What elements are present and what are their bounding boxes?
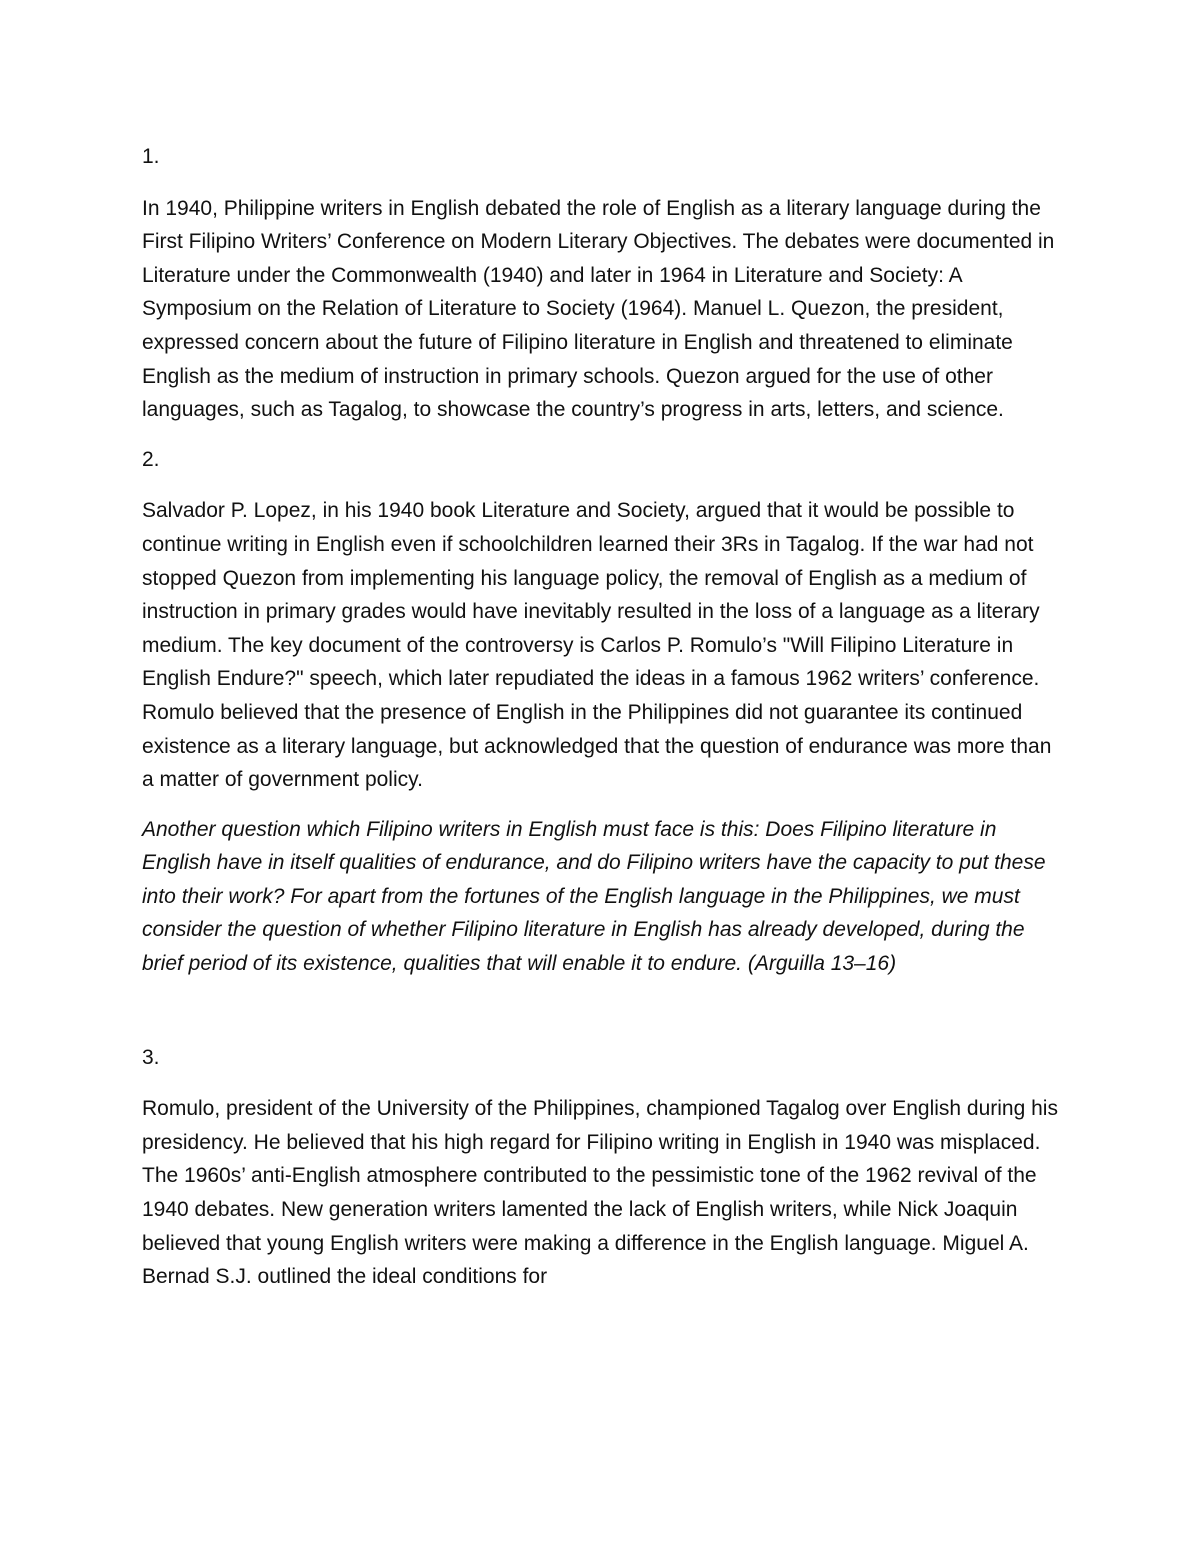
section-2-block-quote: Another question which Filipino writers in English must face is this: Does Filipino literature in English have in itself qualities of endurance, and do Filipino writers have the capacity to put these into their work? For apart from the fortunes of the English language in the Philippines, we must consider the question of whether Filipino literature in English has already developed, during the brief period of its existence, qualities that will enable it to endure. (Arguilla 13–16) bbox=[142, 817, 1046, 976]
section-2-paragraph: Salvador P. Lopez, in his 1940 book Literature and Society, argued that it would be possible to continue writing in English even if schoolchildren learned their 3Rs in Tagalog. If the war had not stopped Quezon from implementing his language policy, the removal of English as a medium of instruction in primary grades would have inevitably resulted in the loss of a language as a literary medium. The key document of the controversy is Carlos P. Romulo’s "Will Filipino Literature in English Endure?" speech, which later repudiated the ideas in a famous 1962 writers’ conference. Romulo believed that the presence of English in the Philippines did not guarantee its continued existence as a literary language, but acknowledged that the question of endurance was more than a matter of government policy. bbox=[142, 499, 1052, 792]
section-3-paragraph: Romulo, president of the University of the Philippines, championed Tagalog over English during his presidency. He believed that his high regard for Filipino writing in English in 1940 was misplaced. The 1960s’ anti-English atmosphere contributed to the pessimistic tone of the 1962 revival of the 1940 debates. New generation writers lamented the lack of English writers, while Nick Joaquin believed that young English writers were making a difference in the English language. Miguel A. Bernad S.J. outlined the ideal conditions for bbox=[142, 1097, 1058, 1289]
document-body bbox=[142, 140, 1062, 1310]
section-spacer bbox=[142, 997, 1062, 1041]
section-1-paragraph: In 1940, Philippine writers in English debated the role of English as a literary language during the First Filipino Writers’ Conference on Modern Literary Objectives. The debates were documented in Literature under the Commonwealth (1940) and later in 1964 in Literature and Society: A Symposium on the Relation of Literature to Society (1964). Manuel L. Quezon, the president, expressed concern about the future of Filipino literature in English and threatened to eliminate English as the medium of instruction in primary schools. Quezon argued for the use of other languages, such as Tagalog, to showcase the country’s progress in arts, letters, and science. bbox=[142, 196, 1055, 422]
section-1-number: 1. bbox=[142, 145, 160, 168]
section-3-number: 3. bbox=[142, 1045, 160, 1069]
section-2-number: 2. bbox=[142, 447, 160, 471]
